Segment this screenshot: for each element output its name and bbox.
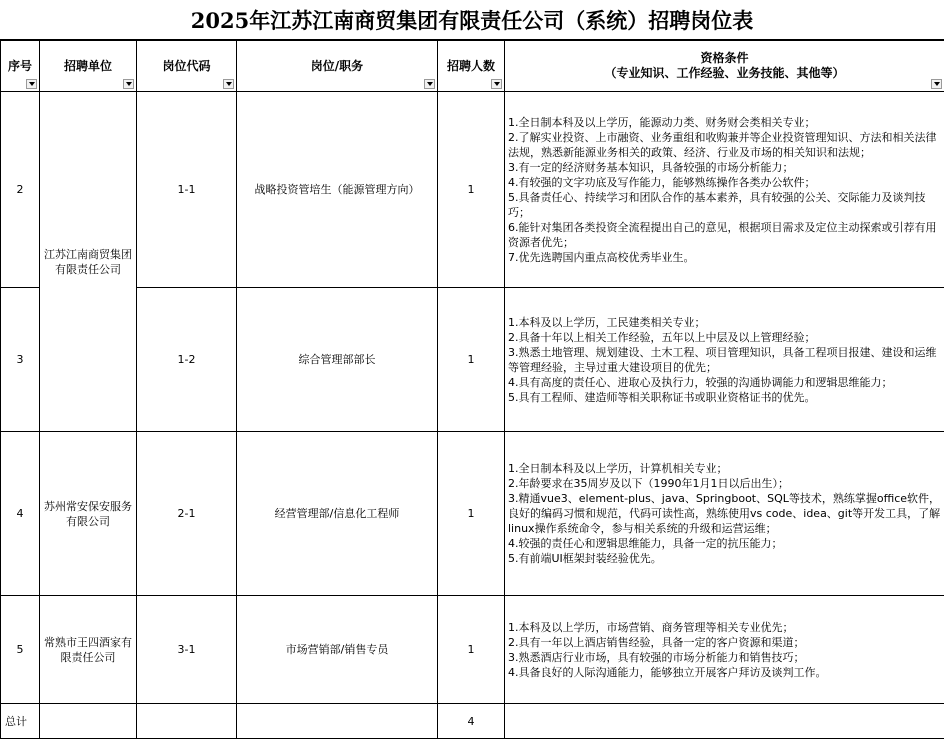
filter-dropdown-icon[interactable] bbox=[491, 79, 502, 89]
total-count: 4 bbox=[438, 704, 505, 739]
empty-cell bbox=[505, 704, 944, 739]
post-cell: 市场营销部/销售专员 bbox=[237, 596, 438, 704]
seq-cell: 3 bbox=[1, 288, 40, 432]
total-label: 总计 bbox=[1, 704, 40, 739]
requirement-line: 5.具备责任心、持续学习和团队合作的基本素养，具有较强的公关、交际能力及谈判技巧； bbox=[508, 190, 926, 219]
code-cell: 1-2 bbox=[137, 288, 237, 432]
requirements-cell bbox=[505, 432, 944, 596]
requirement-line: 2.具备十年以上相关工作经验，五年以上中层及以上管理经验； bbox=[508, 330, 816, 344]
requirement-line: 1.全日制本科及以上学历，能源动力类、财务财会类相关专业； bbox=[508, 115, 816, 129]
table-row bbox=[1, 92, 944, 288]
requirement-line: 4.有较强的文字功底及写作能力，能够熟练操作各类办公软件； bbox=[508, 175, 816, 189]
requirement-line: 4.具备良好的人际沟通能力，能够独立开展客户拜访及谈判工作。 bbox=[508, 665, 827, 679]
requirement-line: 3.熟悉酒店行业市场，具有较强的市场分析能力和销售技巧； bbox=[508, 650, 805, 664]
unit-cell: 常熟市王四酒家有限责任公司 bbox=[40, 596, 137, 704]
requirement-line: 7.优先选聘国内重点高校优秀毕业生。 bbox=[508, 250, 695, 264]
header-row bbox=[1, 41, 944, 92]
empty-cell bbox=[237, 704, 438, 739]
empty-cell bbox=[40, 704, 137, 739]
count-cell: 1 bbox=[438, 596, 505, 704]
header-unit: 招聘单位 bbox=[40, 41, 137, 92]
requirement-line: 3.精通vue3、element-plus、java、Springboot、SQL等技术，熟练掌握office软件，良好的编码习惯和规范，代码可读性高，熟练使用vs code、idea、git等开发工具，了解linux操作系统命令，参与相关系统的升级和运营运维； bbox=[508, 492, 941, 535]
requirements-cell bbox=[505, 92, 944, 288]
code-cell: 2-1 bbox=[137, 432, 237, 596]
count-cell: 1 bbox=[438, 92, 505, 288]
filter-dropdown-icon[interactable] bbox=[223, 79, 234, 89]
header-requirements: 资格条件 （专业知识、工作经验、业务技能、其他等） bbox=[505, 41, 944, 92]
seq-cell: 4 bbox=[1, 432, 40, 596]
count-cell: 1 bbox=[438, 288, 505, 432]
filter-dropdown-icon[interactable] bbox=[424, 79, 435, 89]
post-cell: 经营管理部/信息化工程师 bbox=[237, 432, 438, 596]
requirement-line: 5.有前端UI框架封装经验优先。 bbox=[508, 552, 662, 565]
requirements-cell bbox=[505, 288, 944, 432]
requirement-line: 3.有一定的经济财务基本知识，具备较强的市场分析能力； bbox=[508, 160, 794, 174]
table-row bbox=[1, 288, 944, 432]
requirement-line: 2.了解实业投资、上市融资、业务重组和收购兼并等企业投资管理知识、方法和相关法律法规，熟悉新能源业务相关的政策、经济、行业及市场的相关知识和法规； bbox=[508, 130, 937, 159]
table-row bbox=[1, 596, 944, 704]
filter-dropdown-icon[interactable] bbox=[26, 79, 37, 89]
filter-dropdown-icon[interactable] bbox=[931, 79, 942, 89]
unit-cell: 江苏江南商贸集团有限责任公司 bbox=[40, 92, 137, 432]
empty-cell bbox=[137, 704, 237, 739]
requirement-line: 2.年龄要求在35周岁及以下（1990年1月1日以后出生）； bbox=[508, 477, 789, 490]
table-row bbox=[1, 432, 944, 596]
requirement-line: 5.具有工程师、建造师等相关职称证书或职业资格证书的优先。 bbox=[508, 390, 816, 404]
requirement-line: 1.本科及以上学历，工民建类相关专业； bbox=[508, 315, 706, 329]
requirement-line: 4.具有高度的责任心、进取心及执行力，较强的沟通协调能力和逻辑思维能力； bbox=[508, 375, 893, 389]
unit-cell: 苏州常安保安服务有限公司 bbox=[40, 432, 137, 596]
seq-cell: 5 bbox=[1, 596, 40, 704]
recruitment-table bbox=[0, 40, 944, 739]
requirement-line: 4.较强的责任心和逻辑思维能力，具备一定的抗压能力； bbox=[508, 537, 783, 550]
post-cell: 综合管理部部长 bbox=[237, 288, 438, 432]
header-code: 岗位代码 bbox=[137, 41, 237, 92]
requirement-line: 6.能针对集团各类投资全流程提出自己的意见，根据项目需求及定位主动探索或引荐有用资源者优先； bbox=[508, 220, 937, 249]
code-cell: 3-1 bbox=[137, 596, 237, 704]
total-row bbox=[1, 704, 944, 739]
requirement-line: 1.本科及以上学历，市场营销、商务管理等相关专业优先； bbox=[508, 620, 794, 634]
count-cell: 1 bbox=[438, 432, 505, 596]
header-seq: 序号 bbox=[1, 41, 40, 92]
requirement-line: 2.具有一年以上酒店销售经验，具备一定的客户资源和渠道； bbox=[508, 635, 805, 649]
requirement-line: 3.熟悉土地管理、规划建设、土木工程、项目管理知识，具备工程项目报建、建设和运维等管理经验，主导过重大建设项目的优先； bbox=[508, 345, 937, 374]
requirements-cell bbox=[505, 596, 944, 704]
code-cell: 1-1 bbox=[137, 92, 237, 288]
header-count: 招聘人数 bbox=[438, 41, 505, 92]
filter-dropdown-icon[interactable] bbox=[123, 79, 134, 89]
page-title: 2025年江苏江南商贸集团有限责任公司（系统）招聘岗位表 bbox=[0, 0, 944, 40]
header-post: 岗位/职务 bbox=[237, 41, 438, 92]
post-cell: 战略投资管培生（能源管理方向） bbox=[237, 92, 438, 288]
requirement-line: 1.全日制本科及以上学历，计算机相关专业； bbox=[508, 462, 728, 475]
seq-cell: 2 bbox=[1, 92, 40, 288]
